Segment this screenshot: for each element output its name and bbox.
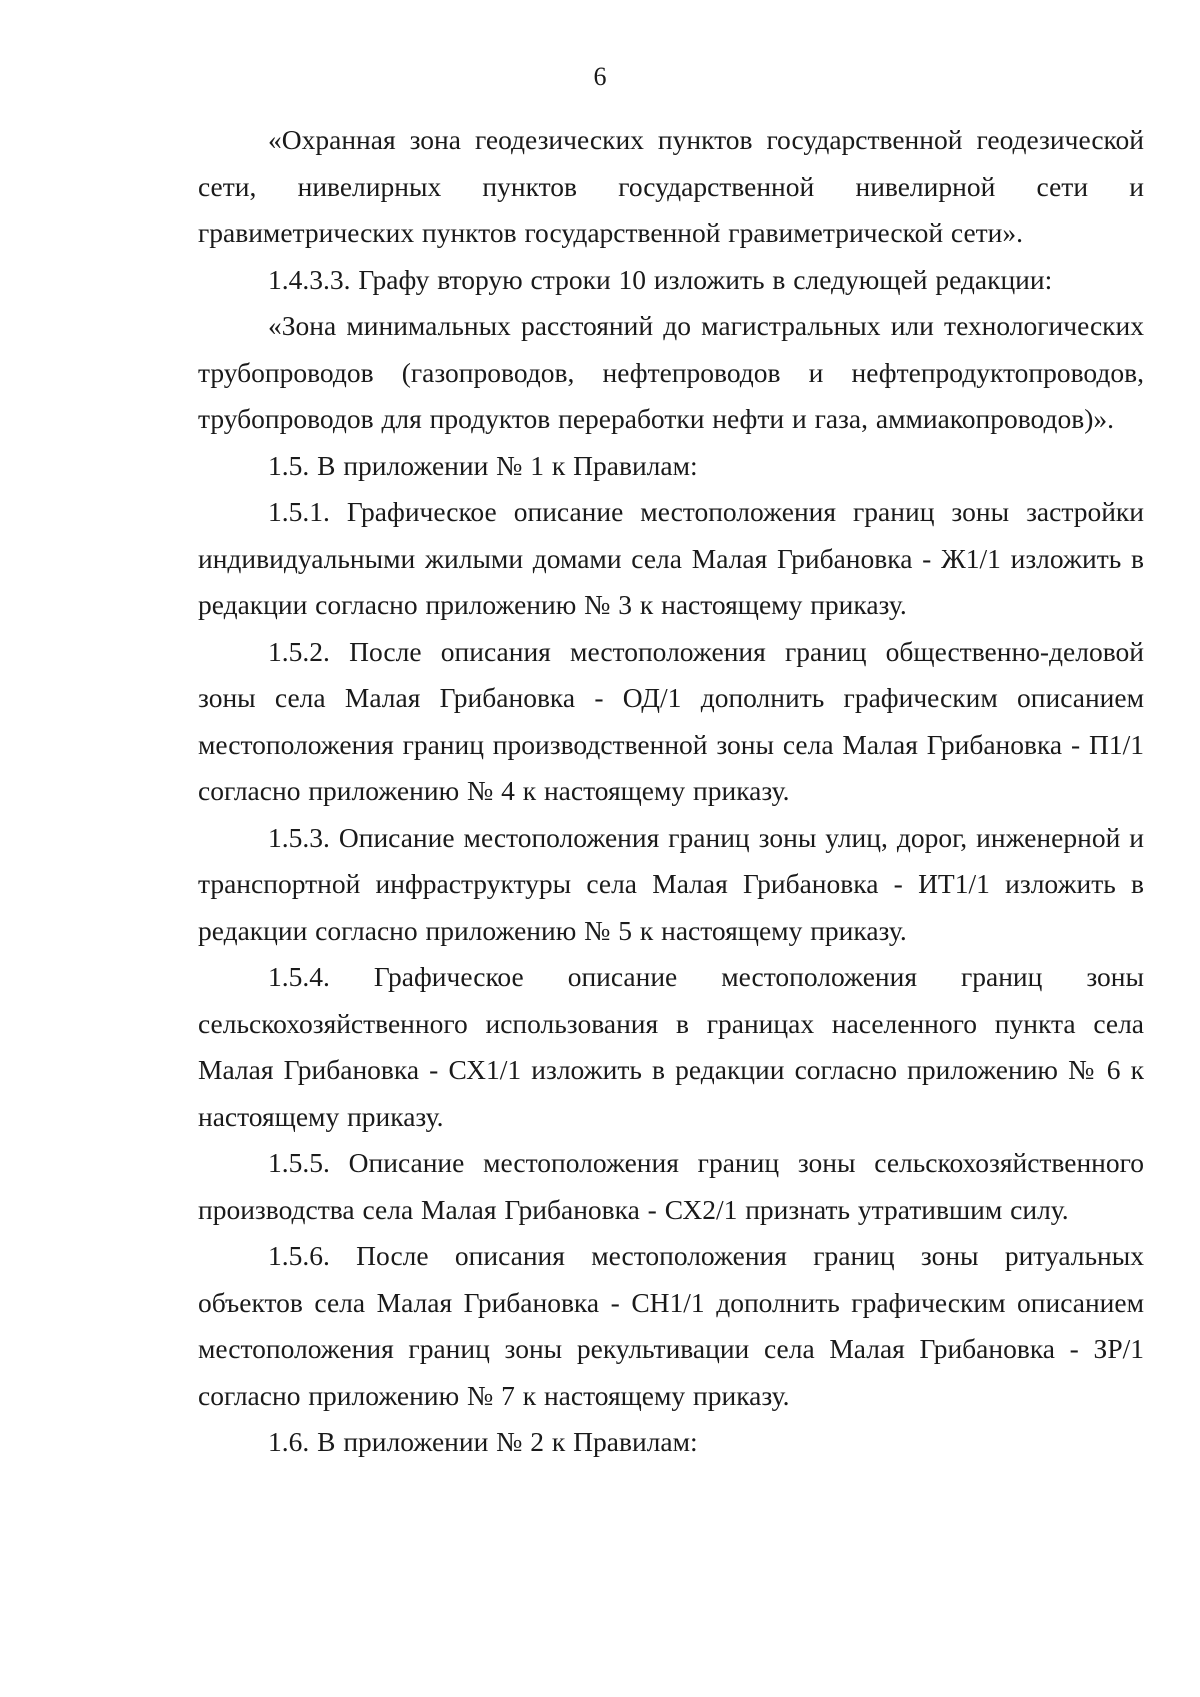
paragraph-1-6: 1.6. В приложении № 2 к Правилам: [268, 1426, 698, 1457]
paragraph-1-4-3-3: 1.4.3.3. Графу вторую строки 10 изложить в следующей редакции: [268, 263, 1053, 295]
paragraph-1-5-3: 1.5.3. Описание местоположения границ зоны улиц, дорог, инженерной и транспортной инфраструктуры села Малая Грибановка - ИТ1/1 изложить в редакции согласно приложению № 5 к настоящему приказу. [198, 821, 1144, 946]
paragraph-1-5-6: 1.5.6. После описания местоположения границ зоны ритуальных объектов села Малая Грибановка - СН1/1 дополнить графическим описанием местоположения границ зоны рекультивации села Малая Грибановка - ЗР/1 согласно приложению № 7 к настоящему приказу. [198, 1240, 1144, 1411]
paragraph-protection-zone-quote: «Охранная зона геодезических пунктов государственной геодезической сети, нивелирных пунктов государственной нивелирной сети и гравиметрических пунктов государственной гравиметрической сети». [198, 124, 1144, 248]
paragraph-1-5-5: 1.5.5. Описание местоположения границ зоны сельскохозяйственного производства села Малая Грибановка - СХ2/1 признать утратившим силу. [198, 1147, 1144, 1225]
paragraph-1-5-1: 1.5.1. Графическое описание местоположения границ зоны застройки индивидуальными жилыми домами села Малая Грибановка - Ж1/1 изложить в редакции согласно приложению № 3 к настоящему приказу. [198, 496, 1144, 620]
paragraph-1-5-2: 1.5.2. После описания местоположения границ общественно-деловой зоны села Малая Грибановка - ОД/1 дополнить графическим описанием местоположения границ производственной зоны села Малая Грибановка - П1/1 согласно приложению № 4 к настоящему приказу. [198, 635, 1144, 806]
paragraph-min-distance-zone-quote: «Зона минимальных расстояний до магистральных или технологических трубопроводов (газопроводов, нефтепроводов и нефтепродуктопроводов, трубопроводов для продуктов переработки нефти и газа, аммиакопроводов)». [198, 310, 1144, 434]
page-number: 6 [593, 62, 607, 91]
document-body [198, 117, 1144, 1466]
paragraph-1-5-4: 1.5.4. Графическое описание местоположения границ зоны сельскохозяйственного использования в границах населенного пункта села Малая Грибановка - СХ1/1 изложить в редакции согласно приложению № 6 к настоящему приказу. [198, 961, 1144, 1132]
paragraph-1-5: 1.5. В приложении № 1 к Правилам: [268, 449, 698, 481]
